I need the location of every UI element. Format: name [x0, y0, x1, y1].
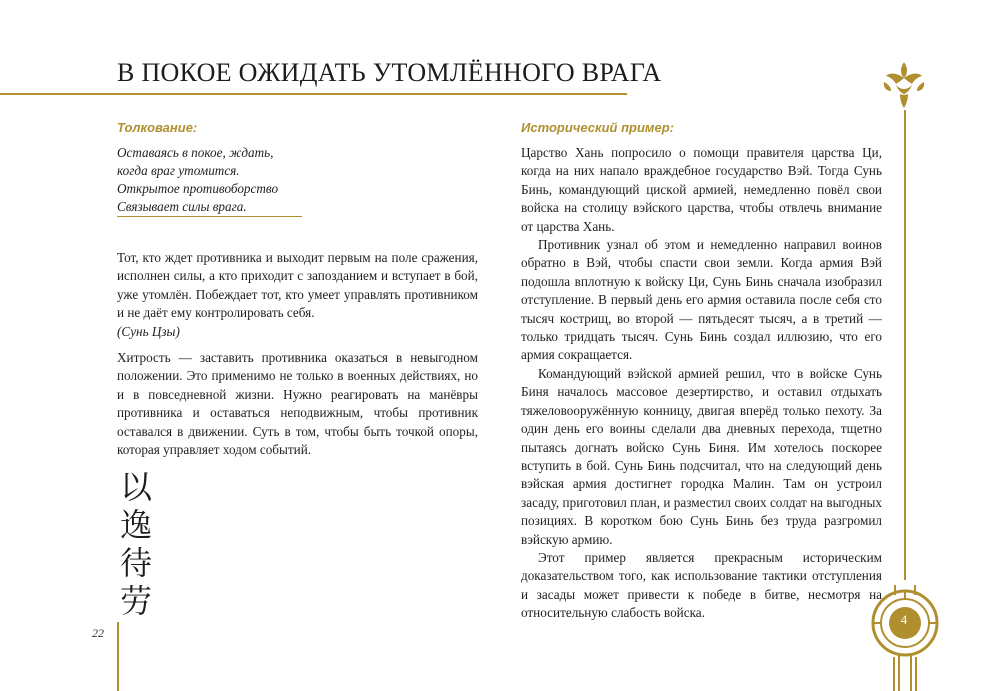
hanzi-char: 逸	[119, 506, 152, 544]
title-underline	[0, 93, 627, 95]
quote-line: когда враг утомится.	[117, 163, 240, 178]
historical-example-text	[521, 144, 882, 623]
history-paragraph: Противник узнал об этом и немедленно направил воинов обратно в Вэй, чтобы спасти свои земли. Когда армия Вэй подошла вплотную к войску Ци, Сунь Бинь сначала изобразил отступление. В первый день его армия оставила после себя сто тысяч кострищ, во второй — пятьдесят тысяч, а в третий — только тридцать тысяч. Сунь Бинь создал иллюзию, что его армия сокращается.	[521, 237, 882, 363]
historical-example-heading: Исторический пример:	[521, 120, 675, 135]
history-paragraph: Царство Хань попросило о помощи правителя царства Ци, когда на них напало враждебное государство Вэй. Тогда Сунь Бинь, командующий цискoй армией, немедленно повёл свои войска на столицу вэйского царства, чтобы отвлечь внимание от царства Хань.	[521, 145, 882, 234]
sun-tzu-text: Тот, кто ждет противника и выходит первым на поле сражения, исполнен силы, а кто приходит с запозданием и вступает в бой, уже утомлён. Побеждает тот, кто умеет управлять противником и не даёт ему контролировать себя.	[117, 250, 478, 321]
explanation-text: Хитрость — заставить противника оказаться в невыгодном положении. Это применимо не только в военных действиях, но и в повседневной жизни. Нужно реагировать на манёвры противника и оставаться неподвижным, чтобы противник оставался в движении. Суть в том, чтобы быть точкой опоры, которая управляет ходом событий.	[117, 350, 478, 458]
history-paragraph: Этот пример является прекрасным историческим доказательством того, как использование тактики отступления и засады может привести к победе в битве, несмотря на относительную слабость войска.	[521, 549, 882, 621]
lotus-ornament-icon	[880, 60, 928, 110]
interpretation-heading: Толкование:	[117, 120, 198, 135]
quote-line: Открытое противоборство	[117, 181, 279, 196]
sun-tzu-paragraph	[117, 249, 478, 341]
right-margin-line	[904, 110, 906, 580]
history-paragraph: Командующий вэйской армией решил, что в войске Сунь Биня началось массовое дезертирство, и оставил отдыхать тяжеловооружённую конницу, двигая вперёд только пехоту. За один день его воины сделали два дневных перехода, тщетно пытаясь догнать войско Сунь Биня. Им хотелось поскорее вступить в бой. Сунь Бинь подсчитал, что на следующий день вэйская армия достигнет городка Малин. Там он устроил засаду, приготовил план, и разместил своих солдат на выгодных позициях. В коротком бою Сунь Бинь без труда разгромил вэйскую армию.	[521, 365, 882, 547]
page-title: В ПОКОЕ ОЖИДАТЬ УТОМЛЁННОГО ВРАГА	[117, 58, 662, 87]
hanzi-char: 以	[119, 468, 152, 506]
hanzi-char: 待	[119, 544, 152, 582]
quote-line: Оставаясь в покое, ждать,	[117, 145, 274, 160]
epigraph-quote	[117, 144, 317, 216]
explanation-paragraph	[117, 349, 478, 459]
page-number-right: 4	[900, 612, 908, 627]
left-margin-line	[117, 622, 119, 691]
quote-author: (Сунь Цзы)	[117, 323, 180, 339]
chinese-characters	[118, 468, 154, 620]
hanzi-char: 劳	[119, 582, 152, 620]
page-number-left: 22	[92, 626, 104, 640]
page-number-medallion-icon	[868, 585, 942, 691]
quote-line: Связывает силы врага.	[117, 199, 247, 214]
quote-underline	[117, 216, 302, 217]
